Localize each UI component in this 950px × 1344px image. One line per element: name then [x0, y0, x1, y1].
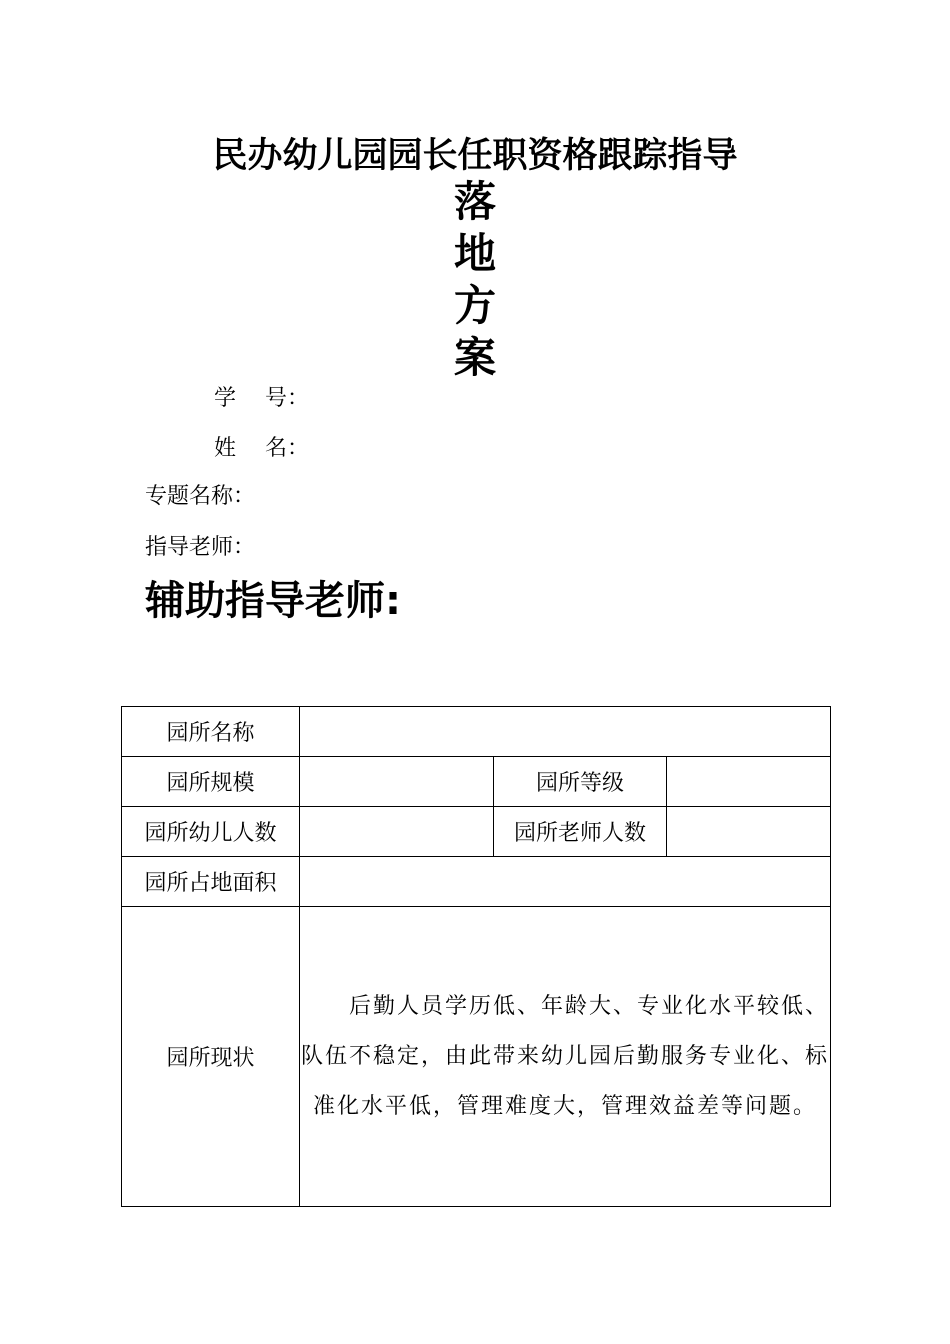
current-status-text: 后勤人员学历低、年龄大、专业化水平较低、队伍不稳定，由此带来幼儿园后勤服务专业化、标准化水平低，管理难度大，管理效益差等问题。: [300, 907, 831, 1207]
teacher-count-label: 园所老师人数: [494, 807, 667, 857]
subtitle-char-2: 地: [453, 229, 496, 278]
name-label: 姓 名：: [214, 436, 309, 461]
children-count-label: 园所幼儿人数: [122, 807, 300, 857]
assistant-advisor-label: 辅助指导老师:: [145, 578, 401, 624]
teacher-count-value: [667, 807, 831, 857]
table-row: [122, 707, 831, 757]
document-title: 民办幼儿园园长任职资格跟踪指导: [212, 136, 738, 176]
advisor-label: 指导老师：: [145, 535, 256, 560]
document-subtitle-vertical: [0, 176, 950, 384]
land-area-label: 园所占地面积: [122, 857, 300, 907]
kindergarten-scale-label: 园所规模: [122, 757, 300, 807]
kindergarten-name-label: 园所名称: [122, 707, 300, 757]
table-row: [122, 807, 831, 857]
kindergarten-name-value: [300, 707, 831, 757]
kindergarten-grade-value: [667, 757, 831, 807]
table-row: [122, 757, 831, 807]
current-status-label: 园所现状: [122, 907, 300, 1207]
kindergarten-grade-label: 园所等级: [494, 757, 667, 807]
kindergarten-scale-value: [300, 757, 494, 807]
subtitle-char-3: 方: [453, 281, 496, 330]
table-row: [122, 907, 831, 1207]
children-count-value: [300, 807, 494, 857]
subtitle-char-4: 案: [453, 333, 496, 382]
land-area-value: [300, 857, 831, 907]
student-id-label: 学 号：: [214, 386, 309, 411]
kindergarten-info-table: [121, 706, 831, 1207]
topic-label: 专题名称：: [145, 484, 256, 509]
table-row: [122, 857, 831, 907]
subtitle-char-1: 落: [453, 177, 496, 226]
